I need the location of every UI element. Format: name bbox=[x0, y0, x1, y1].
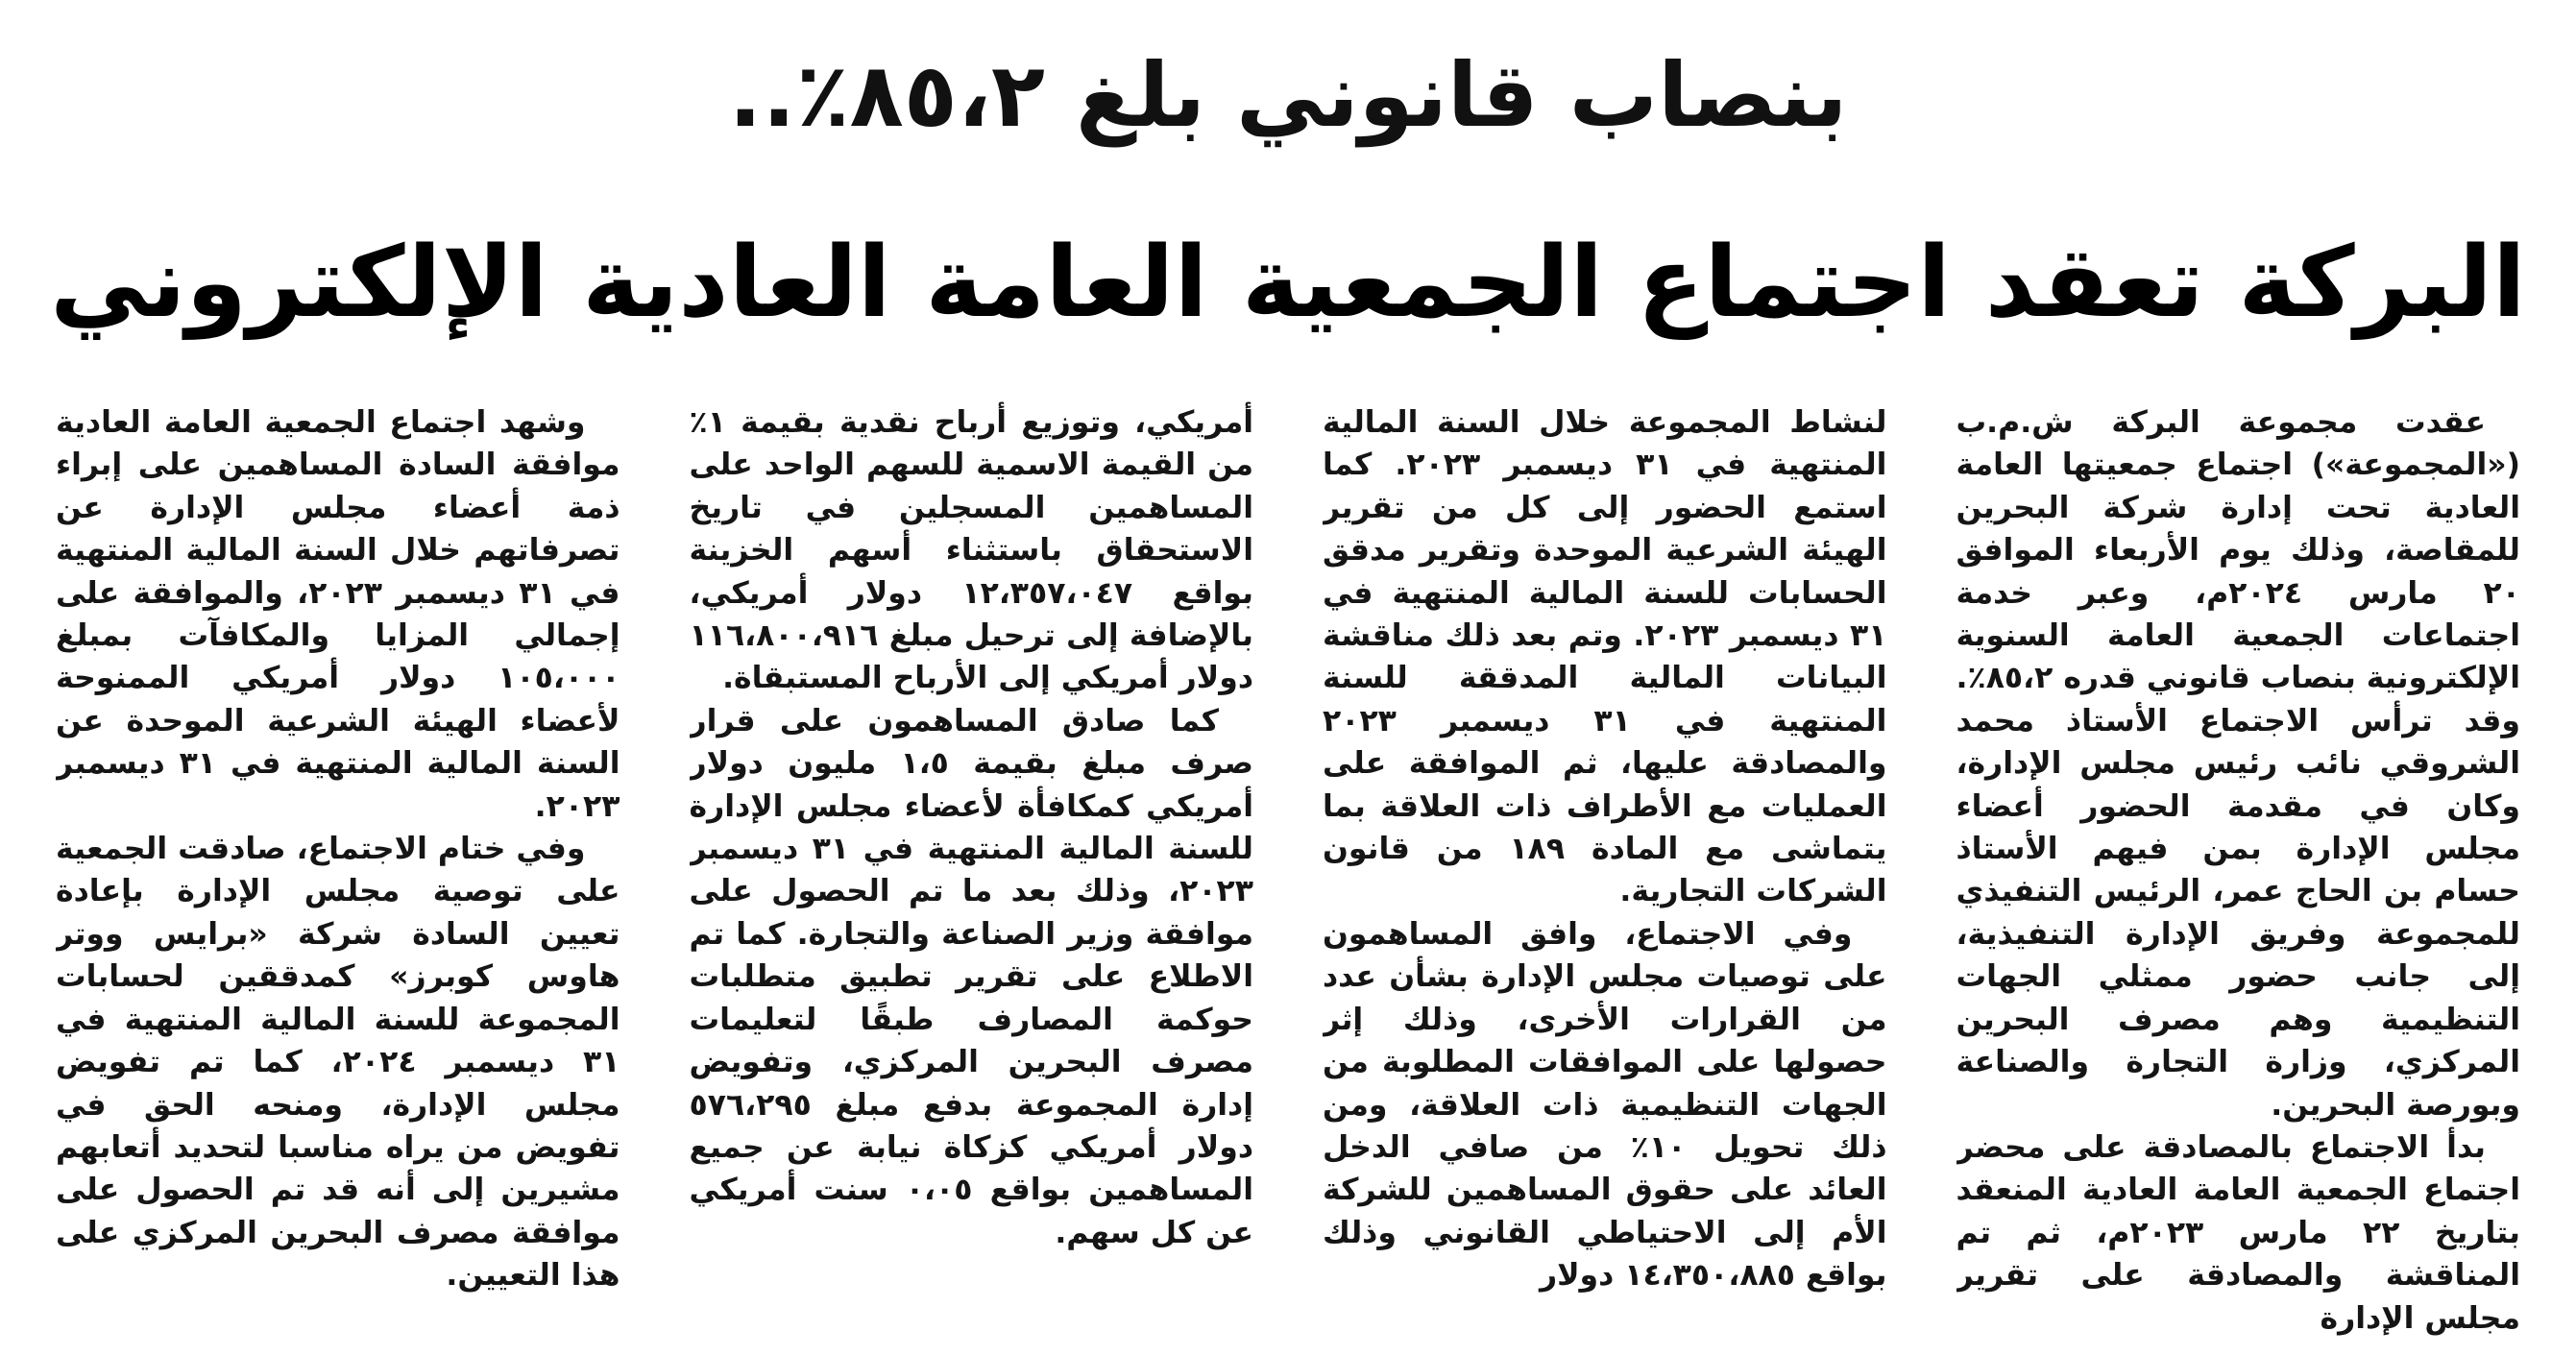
article-headline: البركة تعقد اجتماع الجمعية العامة العادية الإلكتروني bbox=[50, 226, 2526, 340]
article-column-4 bbox=[56, 401, 620, 1336]
column-1-paragraph-1: عقدت مجموعة البركة ش.م.ب («المجموعة») اجتماع جمعيتها العامة العادية تحت إدارة شركة البحرين للمقاصة، وذلك يوم الأربعاء الموافق ٢٠ مارس ٢٠٢٤م، وعبر خدمة اجتماعات الجمعية العامة السنوية الإلكترونية بنصاب قانوني قدره ٨٥،٢٪. وقد ترأس الاجتماع الأستاذ محمد الشروقي نائب رئيس مجلس الإدارة، وكان في مقدمة الحضور أعضاء مجلس الإدارة بمن فيهم الأستاذ حسام بن الحاج عمر، الرئيس التنفيذي للمجموعة وفريق الإدارة التنفيذية، إلى جانب حضور ممثلي الجهات التنظيمية وهم مصرف البحرين المركزي، وزارة التجارة والصناعة وبورصة البحرين. bbox=[1956, 405, 2520, 1123]
column-2-paragraph-2: وفي الاجتماع، وافق المساهمون على توصيات مجلس الإدارة بشأن عدد من القرارات الأخرى، وذلك إثر حصولها على الموافقات المطلوبة من الجهات التنظيمية ذات العلاقة، ومن ذلك تحويل ١٠٪ من صافي الدخل العائد على حقوق المساهمين للشركة الأم إلى الاحتياطي القانوني وذلك بواقع ١٤،٣٥٠،٨٨٥ دولار bbox=[1323, 916, 1887, 1294]
article-body bbox=[56, 401, 2520, 1336]
article-column-1 bbox=[1956, 401, 2521, 1336]
column-2-paragraph-1: لنشاط المجموعة خلال السنة المالية المنتهية في ٣١ ديسمبر ٢٠٢٣. كما استمع الحضور إلى كل من تقرير الهيئة الشرعية الموحدة وتقرير مدقق الحسابات للسنة المالية المنتهية في ٣١ ديسمبر ٢٠٢٣. وتم بعد ذلك مناقشة البيانات المالية المدققة للسنة المنتهية في ٣١ ديسمبر ٢٠٢٣ والمصادقة عليها، ثم الموافقة على العمليات مع الأطراف ذات العلاقة بما يتماشى مع المادة ١٨٩ من قانون الشركات التجارية. bbox=[1323, 405, 1887, 909]
article-column-2 bbox=[1323, 401, 1887, 1336]
column-4-paragraph-1: وشهد اجتماع الجمعية العامة العادية موافقة السادة المساهمين على إبراء ذمة أعضاء مجلس الإدارة عن تصرفاتهم خلال السنة المالية المنتهية في ٣١ ديسمبر ٢٠٢٣، والموافقة على إجمالي المزايا والمكافآت بمبلغ ١٠٥،٠٠٠ دولار أمريكي الممنوحة لأعضاء الهيئة الشرعية الموحدة عن السنة المالية المنتهية في ٣١ ديسمبر ٢٠٢٣. bbox=[56, 405, 620, 824]
article-column-3 bbox=[690, 401, 1254, 1336]
column-1-paragraph-2: بدأ الاجتماع بالمصادقة على محضر اجتماع الجمعية العامة العادية المنعقد بتاريخ ٢٢ مارس ٢٠٢٣م، ثم تم المناقشة والمصادقة على تقرير مجلس الإدارة bbox=[1956, 1129, 2520, 1336]
column-3-paragraph-2: كما صادق المساهمون على قرار صرف مبلغ بقيمة ١،٥ مليون دولار أمريكي كمكافأة لأعضاء مجلس الإدارة للسنة المالية المنتهية في ٣١ ديسمبر ٢٠٢٣، وذلك بعد ما تم الحصول على موافقة وزير الصناعة والتجارة. كما تم الاطلاع على تقرير تطبيق متطلبات حوكمة المصارف طبقًا لتعليمات مصرف البحرين المركزي، وتفويض إدارة المجموعة بدفع مبلغ ٥٧٦،٢٩٥ دولار أمريكي كزكاة نيابة عن جميع المساهمين بواقع ٠،٠٥ سنت أمريكي عن كل سهم. bbox=[689, 703, 1253, 1250]
column-3-paragraph-1: أمريكي، وتوزيع أرباح نقدية بقيمة ١٪ من القيمة الاسمية للسهم الواحد على المساهمين المسجلين في تاريخ الاستحقاق باستثناء أسهم الخزينة بواقع ١٢،٣٥٧،٠٤٧ دولار أمريكي، بالإضافة إلى ترحيل مبلغ ١١٦،٨٠٠،٩١٦ دولار أمريكي إلى الأرباح المستبقاة. bbox=[689, 405, 1253, 696]
column-4-paragraph-2: وفي ختام الاجتماع، صادقت الجمعية على توصية مجلس الإدارة بإعادة تعيين السادة شركة «برايس ووتر هاوس كوبرز» كمدققين لحسابات المجموعة للسنة المالية المنتهية في ٣١ ديسمبر ٢٠٢٤، كما تم تفويض مجلس الإدارة، ومنحه الحق في تفويض من يراه مناسبا لتحديد أتعابهم مشيرين إلى أنه قد تم الحصول على موافقة مصرف البحرين المركزي على هذا التعيين. bbox=[56, 832, 620, 1294]
article-kicker: بنصاب قانوني بلغ ٨٥،٢٪.. bbox=[728, 44, 1848, 147]
